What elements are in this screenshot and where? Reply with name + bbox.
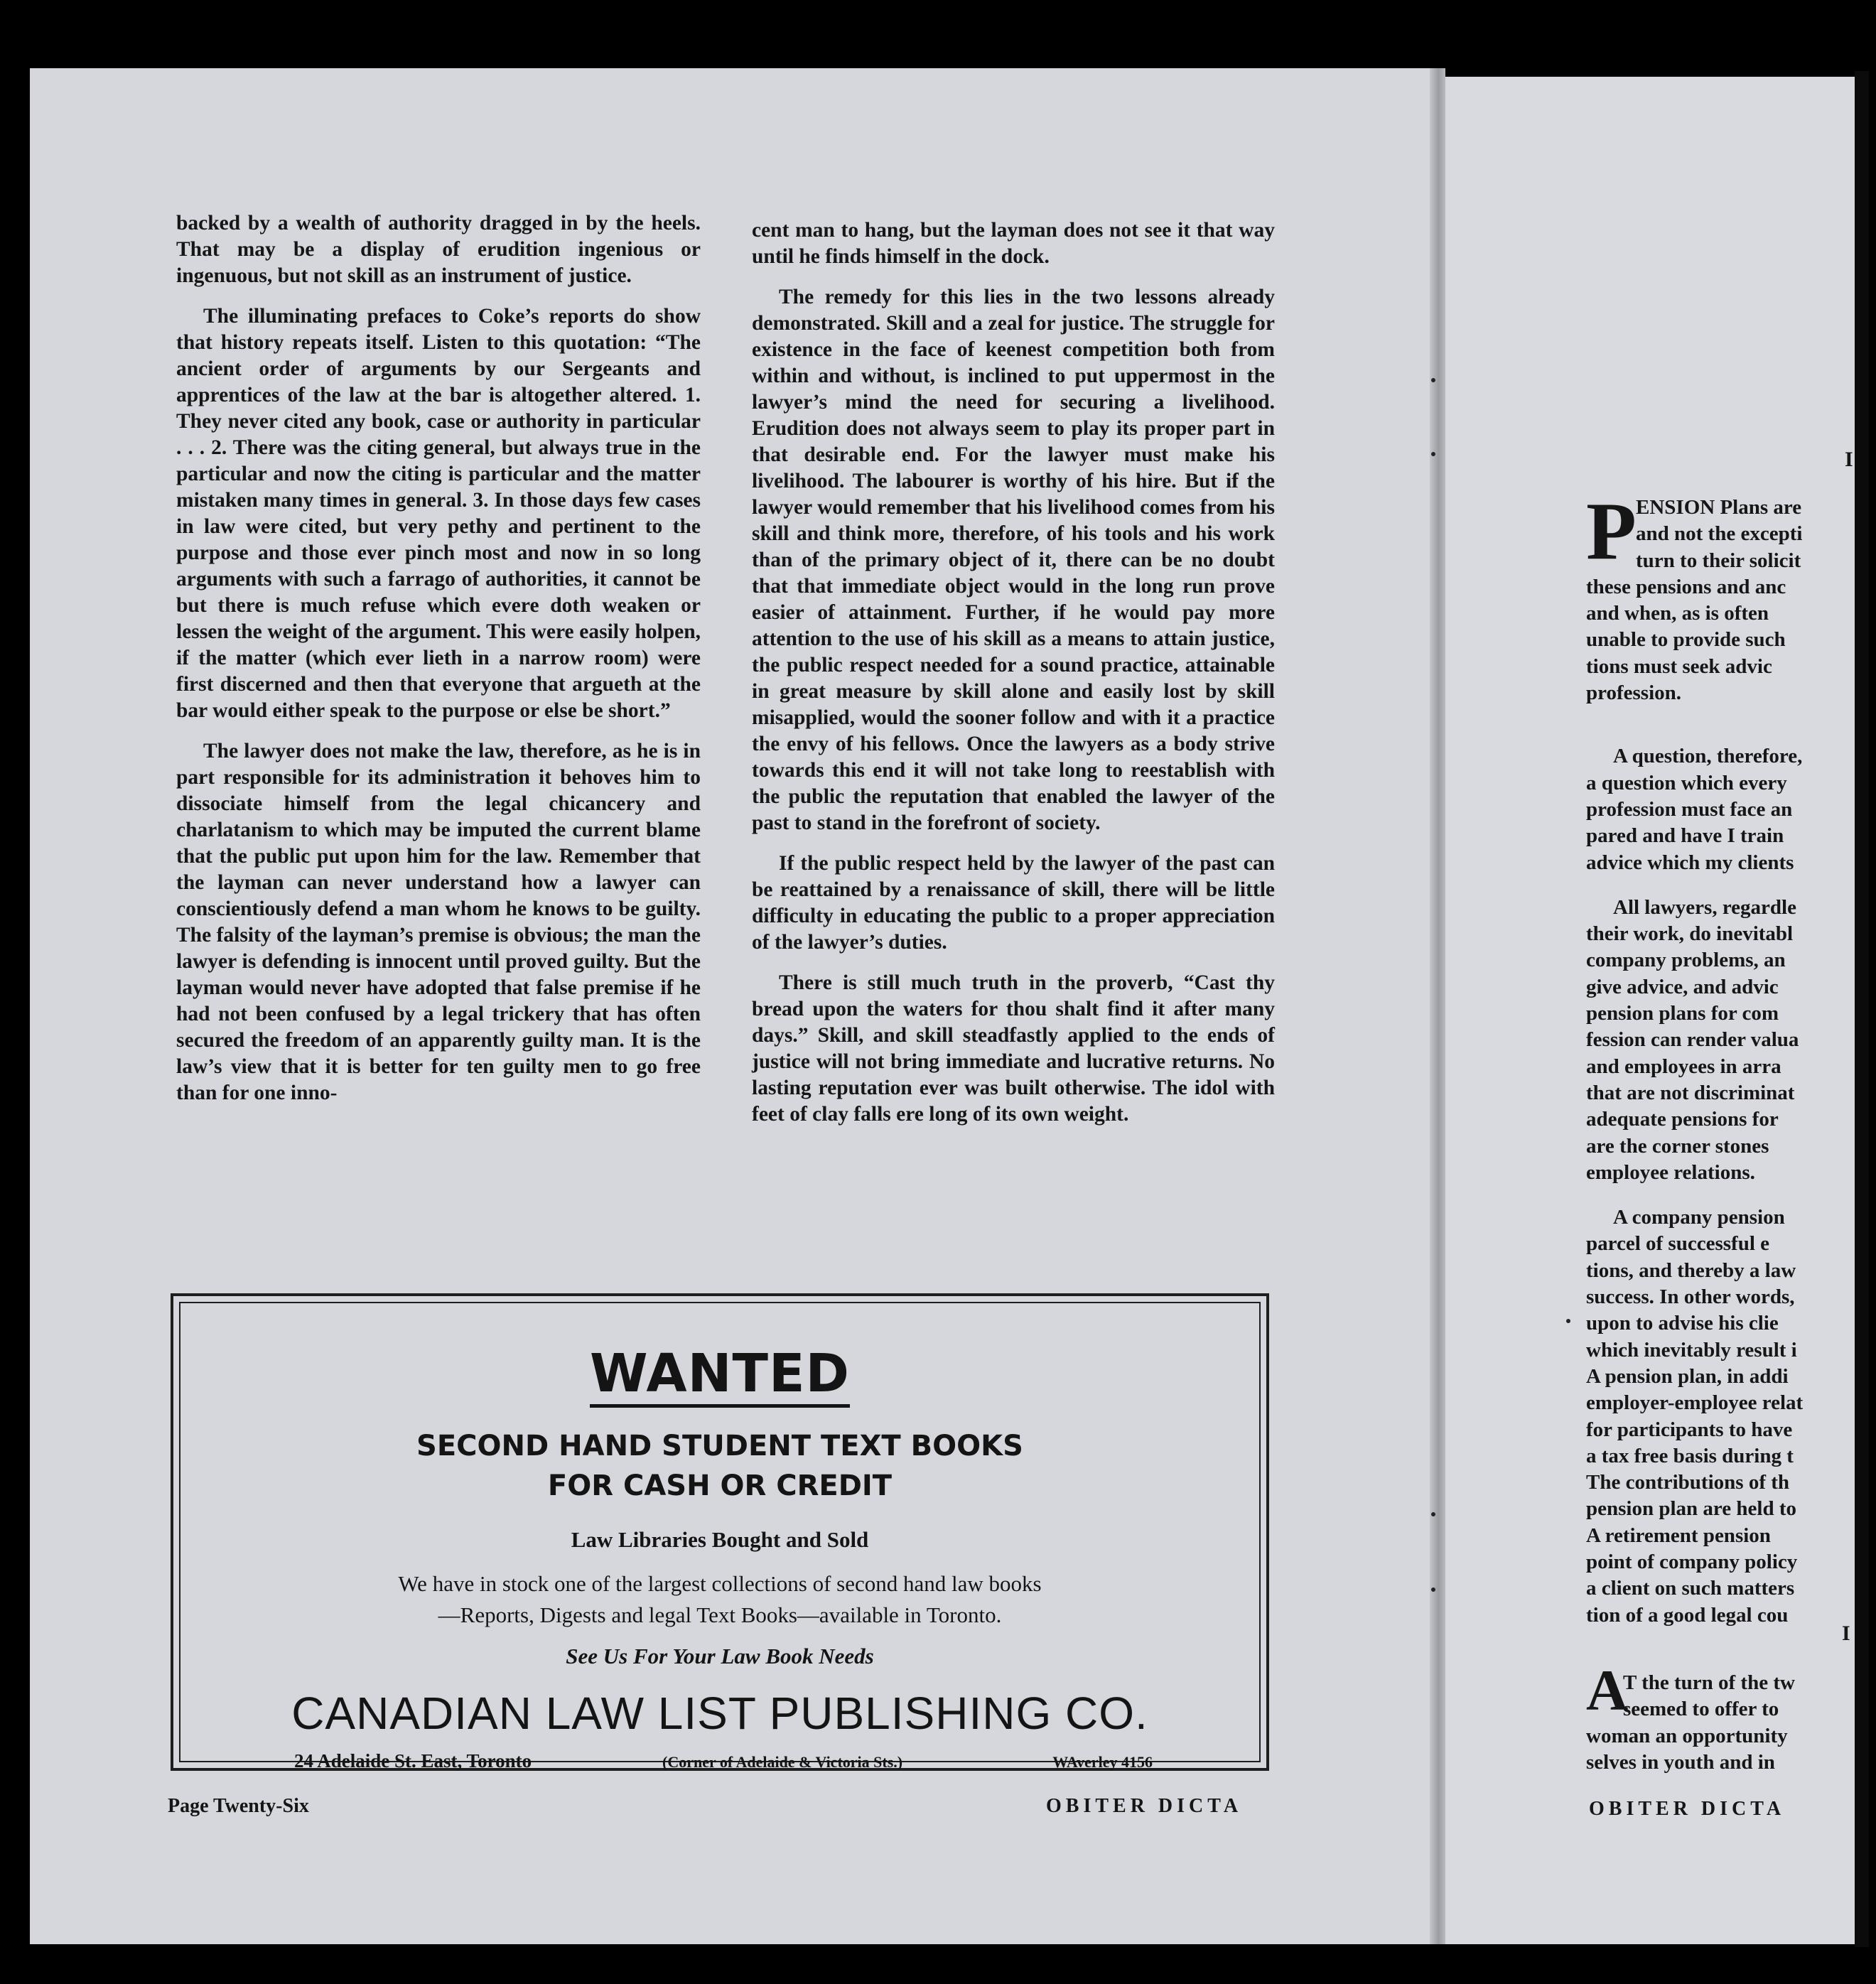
text-line: a question which every (1586, 771, 1787, 794)
text-line: and not the excepti (1636, 522, 1803, 546)
paragraph-gap (1586, 1186, 1876, 1204)
text-line: selves in youth and in (1586, 1750, 1775, 1774)
text-line: pension plan are held to (1586, 1497, 1796, 1521)
paragraph: backed by a wealth of authority dragged in by the heels. That may be a display of erudition ingenious or ingenuous, but not skill as an instrument of justice. (176, 212, 701, 287)
text-line: these pensions and anc (1586, 575, 1786, 598)
text-line: parcel of successful e (1586, 1232, 1769, 1256)
text-line: their work, do inevitabl (1586, 922, 1794, 946)
text-line: employee relations. (1586, 1160, 1755, 1184)
ad-subtitle-line-2: FOR CASH OR CREDIT (547, 1470, 893, 1502)
text-line: that are not discriminat (1586, 1081, 1795, 1104)
text-line: point of company policy (1586, 1550, 1798, 1573)
ad-stock-text (180, 1568, 1259, 1631)
text-line: seemed to offer to (1623, 1698, 1779, 1721)
ad-stock-line-2: —Reports, Digests and legal Text Books—available in Toronto. (438, 1602, 1002, 1627)
page-gutter (1430, 68, 1445, 1944)
ad-subtitle-line-1: SECOND HAND STUDENT TEXT BOOKS (416, 1430, 1023, 1462)
paragraph: The remedy for this lies in the two lessons already demonstrated. Skill and a zeal for justice. The struggle for existence in the face of keenest competition both from within and without, is inclined to put uppermost in the lawyer’s mind the need for securing a livelihood. Erudition does not always seem to play its proper part in that desirable end. For the lawyer must make his livelihood. The labourer is worthy of his hire. But if the lawyer would remember that his livelihood comes from his skill and think more, therefore, of his tools and his work than of the primary object of it, there can be no doubt that that immediate object would in the long run prove easier of attainment. Further, if he would pay more attention to the use of his skill as a means to attain justice, the public respect needed for a sound practice, attainable in great measure by skill alone and easily lost by skill misapplied, would the sooner follow and with it a practice the envy of his fellows. Once the lawyers as a body strive towards this end it will not take long to reestablish with the public the reputation that enabled the lawyer of the past to stand in the forefront of society. (752, 286, 1275, 834)
ad-company-name: CANADIAN LAW LIST PUBLISHING CO. (291, 1688, 1148, 1739)
text-line: profession must face an (1586, 797, 1793, 821)
text-line: profession. (1586, 681, 1682, 705)
text-line: A pension plan, in addi (1586, 1364, 1789, 1388)
text-line: tions, and thereby a law (1586, 1258, 1796, 1282)
text-line: pared and have I train (1586, 824, 1784, 848)
text-line: woman an opportunity (1586, 1724, 1788, 1747)
wanted-advertisement (171, 1293, 1269, 1771)
ad-subtitle (180, 1426, 1259, 1506)
text-line: fession can render valua (1586, 1028, 1799, 1052)
text-line: The contributions of th (1586, 1471, 1790, 1494)
magazine-name-left: OBITER DICTA (1046, 1795, 1243, 1817)
text-line: for participants to have (1586, 1418, 1793, 1441)
paragraph: cent man to hang, but the layman does not see it that way until he finds himself in the dock. (752, 219, 1275, 268)
paragraph-gap (1586, 876, 1876, 895)
text-line: and when, as is often (1586, 602, 1769, 625)
text-line: advice which my clients (1586, 851, 1794, 874)
text-line: company problems, an (1586, 949, 1786, 972)
binding-hole (1566, 1319, 1570, 1323)
left-column-1 (176, 210, 701, 1121)
ad-inner-frame (179, 1302, 1261, 1772)
paragraph: If the public respect held by the lawyer of the past can be reattained by a renaissance of skill, there will be little difficulty in educating the public to a proper appreciation of the lawyer’s duties. (752, 852, 1275, 954)
text-line: A retirement pension (1586, 1524, 1771, 1547)
right-column-lower (1586, 1670, 1876, 1776)
paragraph-gap (1586, 706, 1876, 725)
text-line: upon to advise his clie (1586, 1312, 1779, 1335)
dropcap-a: A (1586, 1658, 1629, 1722)
ad-libraries: Law Libraries Bought and Sold (571, 1527, 869, 1552)
text-line: T the turn of the tw (1623, 1671, 1795, 1694)
text-line: adequate pensions for (1586, 1108, 1779, 1131)
dropcap-p: P (1586, 486, 1637, 577)
ad-stock-line-1: We have in stock one of the largest collections of second hand law books (398, 1571, 1042, 1596)
binding-hole (1431, 1587, 1435, 1592)
ad-title: WANTED (590, 1343, 850, 1408)
text-line: tions must seek advic (1586, 654, 1772, 678)
text-line: and employees in arra (1586, 1055, 1781, 1078)
paragraph: The illuminating prefaces to Coke’s reports do show that history repeats itself. Listen to this quotation: “The ancient order of arguments by our Sergeants and apprentices of the law at the bar is altogether altered. 1. They never cited any book, case or authority in particular . . . 2. There was the citing general, but always true in the particular and now the citing is particular and the matter mistaken many times in general. 3. In those days few cases in law were cited, but very pethy and pertinent to the purpose and those ever pinch most and now in so long arguments with such a farrago of authorities, it cannot be but there is much refuse which evere doth weaken or lessen the weight of the argument. This were easily holpen, if the matter (which ever lieth in a narrow room) were first discerned and then that everyone that argueth at the bar would either speak to the purpose or else be short.” (176, 305, 701, 722)
heading-fragment: I (1842, 1622, 1850, 1645)
ad-see-us: See Us For Your Law Book Needs (566, 1644, 874, 1668)
text-line: employer-employee relat (1586, 1391, 1804, 1415)
ad-contact-line (180, 1750, 1259, 1779)
text-line: pension plans for com (1586, 1002, 1779, 1025)
paragraph: The lawyer does not make the law, therefore, as he is in part responsible for its administration it behoves him to dissociate himself from the legal chicancery and charlatanism to which may be imputed the current blame that the public put upon him for the law. Remember that the layman can never understand how a lawyer can conscientiously defend a man whom he knows to be guilty. The falsity of the layman’s premise is obvious; the man the lawyer is defending is innocent until proved guilty. But the layman would never have adopted that false premise if he had not been confused by a legal trickery that has often secured the freedom of an apparently guilty man. It is the law’s view that it is better for ten guilty men to go free than for one inno- (176, 740, 701, 1104)
paragraph-gap (1586, 725, 1876, 743)
left-column-2 (752, 217, 1275, 1142)
ad-corner: (Corner of Adelaide & Victoria Sts.) (662, 1753, 903, 1771)
binding-hole (1431, 1512, 1435, 1516)
text-line: All lawyers, regardle (1613, 895, 1796, 919)
text-line: are the corner stones (1586, 1134, 1769, 1158)
text-line: which inevitably result i (1586, 1338, 1797, 1362)
paragraph: There is still much truth in the proverb, “Cast thy bread upon the waters for thou shalt find it after many days.” Skill, and skill steadfastly applied to the ends of justice will not bring immediate and lucrative returns. No lasting reputation ever was built otherwise. The idol with feet of clay falls ere long of its own weight. (752, 971, 1275, 1126)
text-line: unable to provide such (1586, 628, 1786, 652)
page-number: Page Twenty-Six (168, 1795, 309, 1817)
ad-phone: WAverley 4156 (1052, 1753, 1153, 1771)
text-line: give advice, and advic (1586, 975, 1779, 998)
text-line: tion of a good legal cou (1586, 1603, 1789, 1627)
binding-hole (1431, 452, 1435, 456)
text-line: a client on such matters (1586, 1577, 1795, 1600)
magazine-name-right: OBITER DICTA (1589, 1798, 1786, 1820)
text-line: success. In other words, (1586, 1285, 1795, 1309)
ad-address: 24 Adelaide St. East, Toronto (294, 1750, 532, 1772)
text-line: turn to their solicit (1636, 549, 1801, 572)
text-line: a tax free basis during t (1586, 1444, 1794, 1467)
text-line: A question, therefore, (1613, 745, 1803, 768)
text-line: ENSION Plans are (1636, 496, 1802, 519)
heading-fragment: I (1845, 448, 1853, 471)
right-column (1586, 495, 1876, 1629)
binding-hole (1431, 378, 1435, 382)
text-line: A company pension (1613, 1206, 1785, 1229)
